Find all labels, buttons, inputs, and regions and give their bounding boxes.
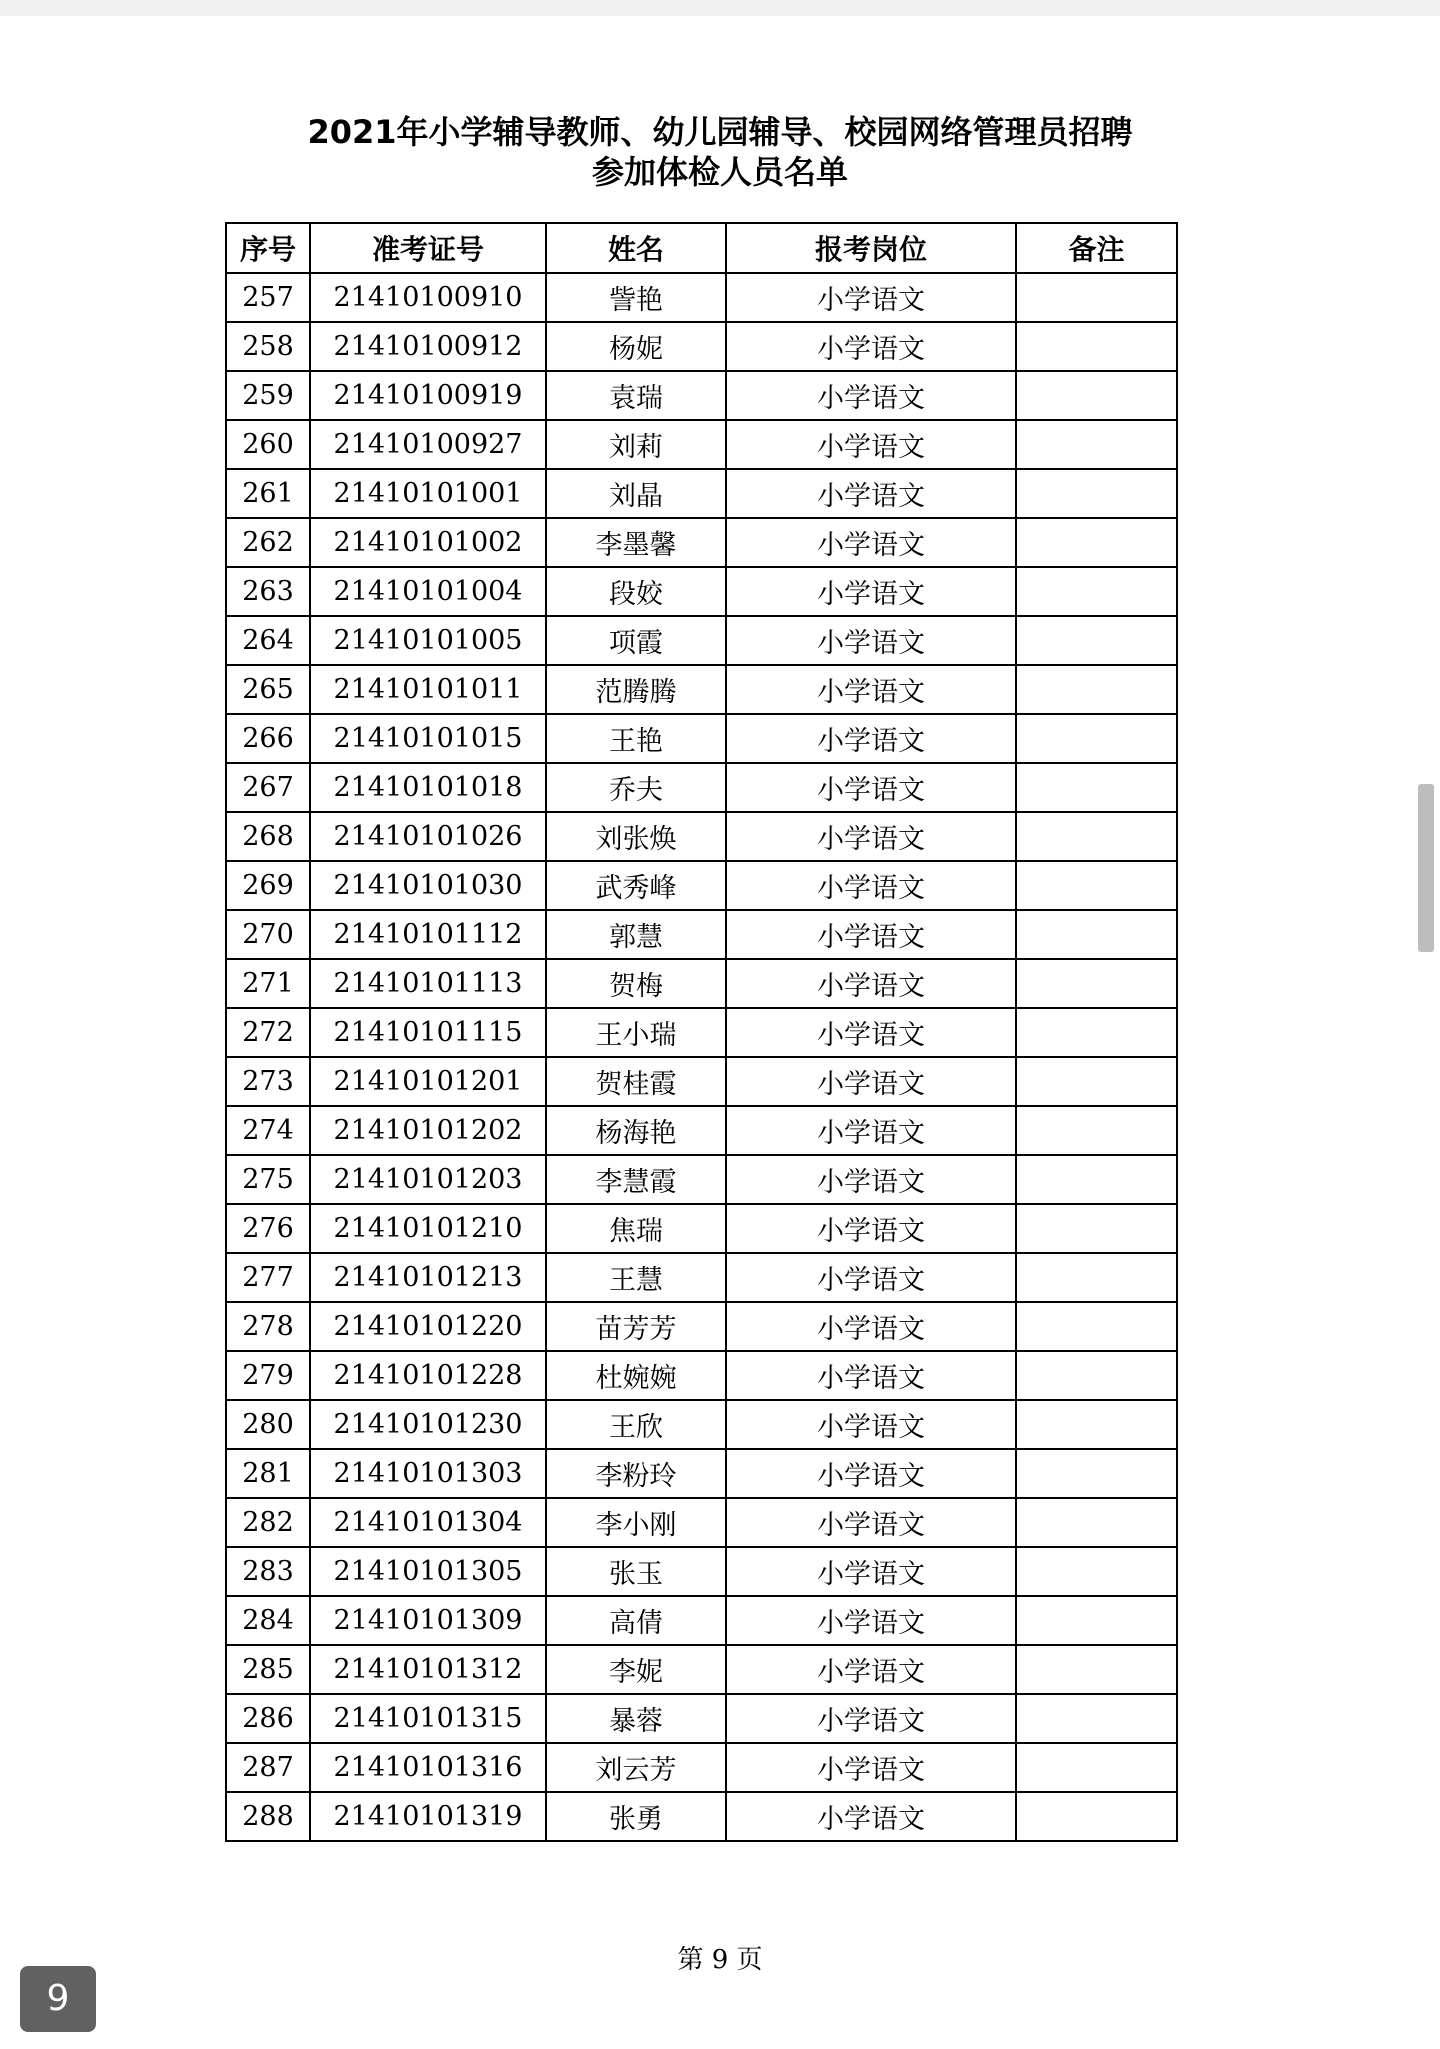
cell-index: 261 <box>226 469 310 518</box>
cell-remarks <box>1016 469 1177 518</box>
cell-name: 暴蓉 <box>546 1694 726 1743</box>
cell-position: 小学语文 <box>726 812 1016 861</box>
cell-name: 贺桂霞 <box>546 1057 726 1106</box>
cell-exam-id: 21410100912 <box>310 322 546 371</box>
cell-exam-id: 21410101011 <box>310 665 546 714</box>
cell-exam-id: 21410101309 <box>310 1596 546 1645</box>
cell-remarks <box>1016 616 1177 665</box>
table-row <box>226 1106 1177 1155</box>
cell-name: 武秀峰 <box>546 861 726 910</box>
cell-exam-id: 21410101220 <box>310 1302 546 1351</box>
cell-name: 张勇 <box>546 1792 726 1841</box>
cell-position: 小学语文 <box>726 1498 1016 1547</box>
table-body <box>226 273 1177 1841</box>
cell-position: 小学语文 <box>726 763 1016 812</box>
table-row <box>226 1155 1177 1204</box>
header-index: 序号 <box>226 223 310 273</box>
cell-index: 258 <box>226 322 310 371</box>
table-row <box>226 322 1177 371</box>
cell-exam-id: 21410101026 <box>310 812 546 861</box>
cell-position: 小学语文 <box>726 1792 1016 1841</box>
table-row <box>226 371 1177 420</box>
table-row <box>226 665 1177 714</box>
cell-position: 小学语文 <box>726 959 1016 1008</box>
cell-index: 270 <box>226 910 310 959</box>
cell-remarks <box>1016 1400 1177 1449</box>
cell-position: 小学语文 <box>726 273 1016 322</box>
cell-index: 281 <box>226 1449 310 1498</box>
cell-remarks <box>1016 1792 1177 1841</box>
cell-index: 285 <box>226 1645 310 1694</box>
cell-name: 刘晶 <box>546 469 726 518</box>
cell-exam-id: 21410101030 <box>310 861 546 910</box>
header-position: 报考岗位 <box>726 223 1016 273</box>
cell-exam-id: 21410100910 <box>310 273 546 322</box>
cell-remarks <box>1016 371 1177 420</box>
cell-exam-id: 21410101319 <box>310 1792 546 1841</box>
cell-remarks <box>1016 420 1177 469</box>
cell-position: 小学语文 <box>726 1302 1016 1351</box>
cell-name: 李妮 <box>546 1645 726 1694</box>
cell-exam-id: 21410100919 <box>310 371 546 420</box>
cell-name: 焦瑞 <box>546 1204 726 1253</box>
table-row <box>226 910 1177 959</box>
cell-name: 李粉玲 <box>546 1449 726 1498</box>
cell-index: 263 <box>226 567 310 616</box>
cell-remarks <box>1016 763 1177 812</box>
cell-exam-id: 21410101004 <box>310 567 546 616</box>
cell-index: 273 <box>226 1057 310 1106</box>
cell-remarks <box>1016 959 1177 1008</box>
cell-position: 小学语文 <box>726 1253 1016 1302</box>
cell-position: 小学语文 <box>726 420 1016 469</box>
cell-position: 小学语文 <box>726 322 1016 371</box>
cell-remarks <box>1016 714 1177 763</box>
cell-name: 杨海艳 <box>546 1106 726 1155</box>
cell-exam-id: 21410101201 <box>310 1057 546 1106</box>
cell-remarks <box>1016 1645 1177 1694</box>
cell-exam-id: 21410101005 <box>310 616 546 665</box>
cell-name: 郭慧 <box>546 910 726 959</box>
cell-remarks <box>1016 1498 1177 1547</box>
cell-exam-id: 21410101002 <box>310 518 546 567</box>
cell-index: 264 <box>226 616 310 665</box>
table-row <box>226 469 1177 518</box>
cell-index: 286 <box>226 1694 310 1743</box>
cell-position: 小学语文 <box>726 1596 1016 1645</box>
table-row <box>226 567 1177 616</box>
cell-name: 高倩 <box>546 1596 726 1645</box>
cell-remarks <box>1016 1547 1177 1596</box>
cell-exam-id: 21410101202 <box>310 1106 546 1155</box>
cell-position: 小学语文 <box>726 1008 1016 1057</box>
table-row <box>226 1694 1177 1743</box>
cell-exam-id: 21410101316 <box>310 1743 546 1792</box>
header-remarks: 备注 <box>1016 223 1177 273</box>
cell-position: 小学语文 <box>726 1743 1016 1792</box>
cell-name: 王欣 <box>546 1400 726 1449</box>
cell-position: 小学语文 <box>726 714 1016 763</box>
cell-name: 范腾腾 <box>546 665 726 714</box>
document-subtitle: 参加体检人员名单 <box>591 153 848 191</box>
header-name: 姓名 <box>546 223 726 273</box>
table-row <box>226 1302 1177 1351</box>
cell-position: 小学语文 <box>726 1645 1016 1694</box>
cell-index: 266 <box>226 714 310 763</box>
cell-name: 段姣 <box>546 567 726 616</box>
cell-name: 李小刚 <box>546 1498 726 1547</box>
cell-remarks <box>1016 1253 1177 1302</box>
cell-exam-id: 21410101203 <box>310 1155 546 1204</box>
cell-remarks <box>1016 1596 1177 1645</box>
cell-exam-id: 21410101113 <box>310 959 546 1008</box>
cell-index: 283 <box>226 1547 310 1596</box>
cell-remarks <box>1016 1155 1177 1204</box>
cell-exam-id: 21410101303 <box>310 1449 546 1498</box>
cell-position: 小学语文 <box>726 1449 1016 1498</box>
cell-index: 287 <box>226 1743 310 1792</box>
cell-remarks <box>1016 1057 1177 1106</box>
table-header-row <box>226 223 1177 273</box>
cell-index: 271 <box>226 959 310 1008</box>
cell-name: 刘莉 <box>546 420 726 469</box>
cell-remarks <box>1016 273 1177 322</box>
cell-name: 王小瑞 <box>546 1008 726 1057</box>
cell-index: 276 <box>226 1204 310 1253</box>
cell-name: 乔夫 <box>546 763 726 812</box>
cell-name: 刘张焕 <box>546 812 726 861</box>
cell-name: 贺梅 <box>546 959 726 1008</box>
cell-index: 269 <box>226 861 310 910</box>
cell-remarks <box>1016 1204 1177 1253</box>
page-footer: 第 9 页 <box>677 1945 763 1975</box>
cell-name: 项霞 <box>546 616 726 665</box>
cell-name: 苗芳芳 <box>546 1302 726 1351</box>
table-row <box>226 714 1177 763</box>
cell-exam-id: 21410101228 <box>310 1351 546 1400</box>
cell-remarks <box>1016 1449 1177 1498</box>
cell-exam-id: 21410101018 <box>310 763 546 812</box>
cell-position: 小学语文 <box>726 1351 1016 1400</box>
table-row <box>226 812 1177 861</box>
table-row <box>226 518 1177 567</box>
table-row <box>226 1204 1177 1253</box>
table-row <box>226 1253 1177 1302</box>
table-row <box>226 1596 1177 1645</box>
table-row <box>226 420 1177 469</box>
cell-index: 278 <box>226 1302 310 1351</box>
cell-position: 小学语文 <box>726 1057 1016 1106</box>
cell-position: 小学语文 <box>726 518 1016 567</box>
cell-name: 张玉 <box>546 1547 726 1596</box>
cell-name: 刘云芳 <box>546 1743 726 1792</box>
table-row <box>226 1400 1177 1449</box>
viewer-top-bar <box>0 0 1440 16</box>
cell-exam-id: 21410101115 <box>310 1008 546 1057</box>
cell-name: 袁瑞 <box>546 371 726 420</box>
table-row <box>226 616 1177 665</box>
table-row <box>226 763 1177 812</box>
cell-position: 小学语文 <box>726 1106 1016 1155</box>
cell-exam-id: 21410101001 <box>310 469 546 518</box>
table-row <box>226 1743 1177 1792</box>
cell-remarks <box>1016 567 1177 616</box>
cell-index: 277 <box>226 1253 310 1302</box>
cell-remarks <box>1016 665 1177 714</box>
cell-name: 杜婉婉 <box>546 1351 726 1400</box>
page-number-badge[interactable]: 9 <box>20 1966 96 2032</box>
cell-position: 小学语文 <box>726 1400 1016 1449</box>
cell-index: 279 <box>226 1351 310 1400</box>
cell-remarks <box>1016 518 1177 567</box>
cell-index: 275 <box>226 1155 310 1204</box>
scrollbar-thumb[interactable] <box>1418 784 1434 952</box>
cell-position: 小学语文 <box>726 616 1016 665</box>
cell-exam-id: 21410101305 <box>310 1547 546 1596</box>
cell-remarks <box>1016 1106 1177 1155</box>
cell-name: 訾艳 <box>546 273 726 322</box>
cell-remarks <box>1016 1743 1177 1792</box>
cell-remarks <box>1016 910 1177 959</box>
cell-position: 小学语文 <box>726 1204 1016 1253</box>
cell-index: 259 <box>226 371 310 420</box>
table-row <box>226 1008 1177 1057</box>
table-row <box>226 1498 1177 1547</box>
cell-position: 小学语文 <box>726 665 1016 714</box>
cell-name: 王慧 <box>546 1253 726 1302</box>
cell-index: 284 <box>226 1596 310 1645</box>
cell-remarks <box>1016 322 1177 371</box>
cell-exam-id: 21410101112 <box>310 910 546 959</box>
cell-position: 小学语文 <box>726 910 1016 959</box>
table-row <box>226 1792 1177 1841</box>
cell-name: 杨妮 <box>546 322 726 371</box>
table-row <box>226 1351 1177 1400</box>
table-row <box>226 1057 1177 1106</box>
table-row <box>226 273 1177 322</box>
cell-index: 262 <box>226 518 310 567</box>
table-row <box>226 1645 1177 1694</box>
cell-index: 265 <box>226 665 310 714</box>
cell-position: 小学语文 <box>726 469 1016 518</box>
cell-exam-id: 21410101304 <box>310 1498 546 1547</box>
cell-exam-id: 21410101315 <box>310 1694 546 1743</box>
cell-position: 小学语文 <box>726 1155 1016 1204</box>
cell-exam-id: 21410101213 <box>310 1253 546 1302</box>
cell-remarks <box>1016 1694 1177 1743</box>
cell-remarks <box>1016 1351 1177 1400</box>
cell-index: 288 <box>226 1792 310 1841</box>
cell-name: 王艳 <box>546 714 726 763</box>
header-exam-id: 准考证号 <box>310 223 546 273</box>
cell-index: 260 <box>226 420 310 469</box>
cell-index: 267 <box>226 763 310 812</box>
cell-exam-id: 21410101015 <box>310 714 546 763</box>
table-row <box>226 1449 1177 1498</box>
cell-name: 李慧霞 <box>546 1155 726 1204</box>
roster-table <box>225 222 1178 1842</box>
cell-exam-id: 21410101312 <box>310 1645 546 1694</box>
cell-index: 280 <box>226 1400 310 1449</box>
cell-remarks <box>1016 1008 1177 1057</box>
cell-exam-id: 21410101210 <box>310 1204 546 1253</box>
document-title: 2021年小学辅导教师、幼儿园辅导、校园网络管理员招聘 <box>307 113 1133 151</box>
cell-index: 272 <box>226 1008 310 1057</box>
cell-remarks <box>1016 1302 1177 1351</box>
cell-remarks <box>1016 861 1177 910</box>
cell-name: 李墨馨 <box>546 518 726 567</box>
cell-index: 257 <box>226 273 310 322</box>
cell-position: 小学语文 <box>726 1547 1016 1596</box>
cell-index: 274 <box>226 1106 310 1155</box>
cell-position: 小学语文 <box>726 567 1016 616</box>
cell-exam-id: 21410101230 <box>310 1400 546 1449</box>
cell-index: 282 <box>226 1498 310 1547</box>
cell-position: 小学语文 <box>726 371 1016 420</box>
cell-position: 小学语文 <box>726 1694 1016 1743</box>
table-row <box>226 861 1177 910</box>
cell-index: 268 <box>226 812 310 861</box>
cell-remarks <box>1016 812 1177 861</box>
cell-exam-id: 21410100927 <box>310 420 546 469</box>
table-row <box>226 1547 1177 1596</box>
table-row <box>226 959 1177 1008</box>
cell-position: 小学语文 <box>726 861 1016 910</box>
